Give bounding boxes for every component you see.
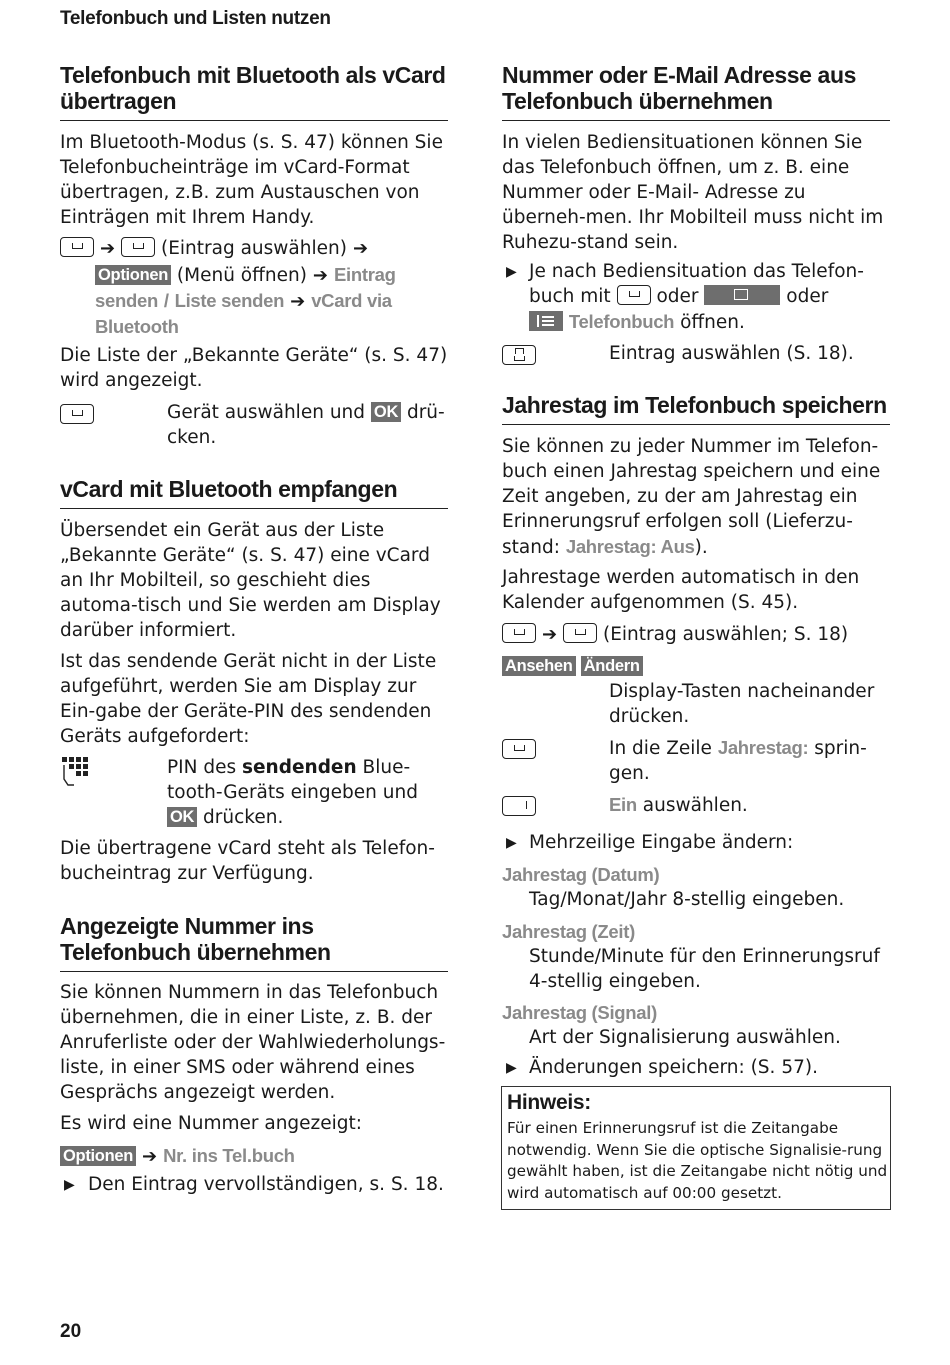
paragraph: Die übertragene vCard steht als Telefon-bucheintrag zur Verfügung.: [60, 838, 435, 884]
menu-path: [60, 1143, 452, 1169]
field-description: Art der Signalisierung auswählen.: [529, 1027, 841, 1048]
instruction-text: drü-cken.: [167, 402, 445, 448]
paragraph-text: ).: [694, 537, 708, 558]
setting-jahrestag-aus: Jahrestag: Aus: [565, 536, 695, 557]
bullet-text: Änderungen speichern: (S. 57).: [529, 1057, 818, 1078]
nav-down-key-icon: [502, 739, 536, 760]
softkey-row: [502, 656, 643, 676]
note-title: Hinweis:: [507, 1091, 591, 1114]
paragraph: Sie können Nummern in das Telefonbuch übernehmen, die in einer Liste, z. B. der Anruferliste oder der Wahlwiederholungs-liste, in einer SMS oder während eines Gesprächs angezeigt werden.: [60, 982, 446, 1103]
key-instruction: Eintrag auswählen (S. 18).: [609, 343, 854, 364]
bullet-icon: ▶: [506, 835, 517, 851]
bullet-icon: ▶: [506, 264, 517, 280]
menu-nr-ins-telbuch[interactable]: Nr. ins Tel.buch: [163, 1145, 295, 1166]
bullet-text: Mehrzeilige Eingabe ändern:: [529, 832, 794, 853]
key-instruction: [609, 792, 891, 818]
section-title-jahrestag: Jahrestag im Telefonbuch speichern: [502, 392, 890, 425]
instruction-text: Gerät auswählen und: [167, 402, 366, 423]
instruction-text: sprin-gen.: [609, 738, 867, 784]
paragraph: [502, 434, 894, 560]
nav-down-key-icon: [60, 404, 94, 425]
field-description: Tag/Monat/Jahr 8-stellig eingeben.: [529, 889, 845, 910]
arrow-right-icon: ➔: [542, 624, 558, 645]
key-instruction: [167, 400, 452, 450]
softkey-ansehen[interactable]: Ansehen: [502, 656, 576, 676]
instruction-text: PIN des: [167, 757, 237, 778]
paragraph: Im Bluetooth-Modus (s. S. 47) können Sie Telefonbucheinträge im vCard-Format übertragen, z.B. zum Austauschen von Einträgen mit Ihrem Handy.: [60, 132, 443, 228]
step-line: [60, 236, 452, 261]
paragraph-text: Sie können zu jeder Nummer im Telefon-buch einen Jahrestag speichern und eine Zeit angeben, zu der am Jahrestag ein Erinnerungsruf erfolgen soll (Lieferzu-stand:: [502, 436, 881, 558]
key-instruction: Display-Tasten nacheinander drücken.: [609, 681, 875, 727]
ok-softkey[interactable]: OK: [167, 807, 197, 827]
softkey-aendern[interactable]: Ändern: [581, 656, 643, 676]
instruction-text: Blue-tooth-Geräts eingeben und: [167, 757, 418, 803]
section-title-vcard-send: Telefonbuch mit Bluetooth als vCard übertragen: [60, 62, 448, 121]
bullet-icon: ▶: [506, 1060, 517, 1076]
bullet-text: Den Eintrag vervollständigen, s. S. 18.: [88, 1174, 444, 1195]
key-instruction: [609, 735, 891, 786]
telefonbuch-menu-icon: [529, 311, 563, 331]
nav-down-key-icon: [563, 623, 597, 643]
nav-down-key-icon: [502, 623, 536, 643]
running-header: Telefonbuch und Listen nutzen: [60, 8, 331, 29]
nav-down-key-icon: [60, 237, 94, 257]
bullet-text: [529, 259, 891, 309]
nav-down-key-icon: [617, 285, 651, 305]
step-text: (Eintrag auswählen; S. 18): [602, 624, 849, 645]
menu-eintrag-senden[interactable]: Eintrag senden: [95, 264, 396, 311]
paragraph: Jahrestage werden automatisch in den Kalender aufgenommen (S. 45).: [502, 567, 860, 613]
note-box: [501, 1086, 891, 1210]
pin-instruction: [167, 755, 452, 830]
field-description: Stunde/Minute für den Erinnerungsruf 4-stellig eingeben.: [529, 946, 880, 992]
softkey-optionen[interactable]: Optionen: [95, 265, 171, 285]
phonebook-softkey[interactable]: [704, 285, 780, 305]
menu-liste-senden[interactable]: Liste senden: [174, 290, 285, 311]
nav-updown-key-icon: [502, 345, 536, 366]
field-label-zeit: Jahrestag (Zeit): [502, 921, 635, 942]
section-title-nummer-uebernehmen: Angezeigte Nummer ins Telefonbuch übernehmen: [60, 913, 448, 972]
section-title-vcard-receive: vCard mit Bluetooth empfangen: [60, 476, 448, 509]
page-number: 20: [60, 1321, 82, 1342]
arrow-right-icon: ➔: [290, 291, 306, 312]
field-label-signal: Jahrestag (Signal): [502, 1002, 657, 1023]
paragraph: Es wird eine Nummer angezeigt:: [60, 1113, 363, 1134]
note-text: Für einen Erinnerungsruf ist die Zeitangabe notwendig. Wenn Sie die optische Signalisie-rung gewählt haben, ist die Zeitangabe nicht nötig und wird automatisch auf 00:00 gesetzt.: [507, 1119, 888, 1202]
paragraph: Ist das sendende Gerät nicht in der Liste aufgeführt, werden Sie am Display zur Ein-gabe der Geräte-PIN des sendenden Geräts aufgefordert:: [60, 651, 437, 747]
field-jahrestag: Jahrestag:: [717, 737, 809, 758]
ok-softkey[interactable]: OK: [371, 402, 401, 422]
instruction-text: drücken.: [203, 807, 284, 828]
keypad-icon: [62, 757, 90, 791]
arrow-right-icon: ➔: [312, 265, 329, 286]
arrow-right-icon: ➔: [142, 1146, 158, 1167]
section-title-nummer-email: Nummer oder E-Mail Adresse aus Telefonbuch übernehmen: [502, 62, 890, 121]
bullet-text-part: öffnen.: [680, 312, 745, 333]
bullet-text-part: Je nach Bediensituation das Telefon-buch mit: [529, 261, 864, 307]
softkey-optionen[interactable]: Optionen: [60, 1146, 136, 1166]
bullet-text-part: oder: [656, 286, 699, 307]
step-menu-path: [95, 262, 452, 340]
nav-right-key-icon: [502, 796, 536, 817]
menu-telefonbuch[interactable]: Telefonbuch: [568, 311, 675, 332]
nav-down-key-icon: [121, 237, 155, 257]
bullet-icon: ▶: [64, 1177, 75, 1193]
instruction-bold: sendenden: [242, 757, 357, 778]
arrow-right-icon: ➔: [100, 238, 116, 259]
menu-vcard-via-bluetooth[interactable]: vCard via Bluetooth: [95, 290, 392, 337]
step-text: (Eintrag auswählen): [160, 238, 347, 259]
bullet-text-cont: [529, 309, 891, 335]
slash: /: [163, 290, 169, 311]
arrow-right-icon: ➔: [352, 238, 369, 259]
paragraph: In vielen Bediensituationen können Sie das Telefonbuch öffnen, um z. B. eine Nummer oder E-Mail- Adresse zu überneh-men. Ihr Mobilteil muss nicht im Ruhezu-stand sein.: [502, 132, 884, 253]
option-ein[interactable]: Ein: [609, 794, 637, 815]
step-line: [502, 622, 894, 647]
paragraph: Die Liste der „Bekannte Geräte“ (s. S. 47) wird angezeigt.: [60, 345, 448, 391]
instruction-text: auswählen.: [642, 795, 748, 816]
book-icon: [734, 289, 748, 300]
paragraph: Übersendet ein Gerät aus der Liste „Bekannte Geräte“ (s. S. 47) eine vCard an Ihr Mobilteil, so geschieht dies automa-tisch und Sie werden am Display darüber informiert.: [60, 520, 441, 641]
step-text: (Menü öffnen): [176, 265, 307, 286]
field-label-datum: Jahrestag (Datum): [502, 864, 660, 885]
bullet-text-part: oder: [786, 286, 829, 307]
instruction-text: In die Zeile: [609, 738, 712, 759]
